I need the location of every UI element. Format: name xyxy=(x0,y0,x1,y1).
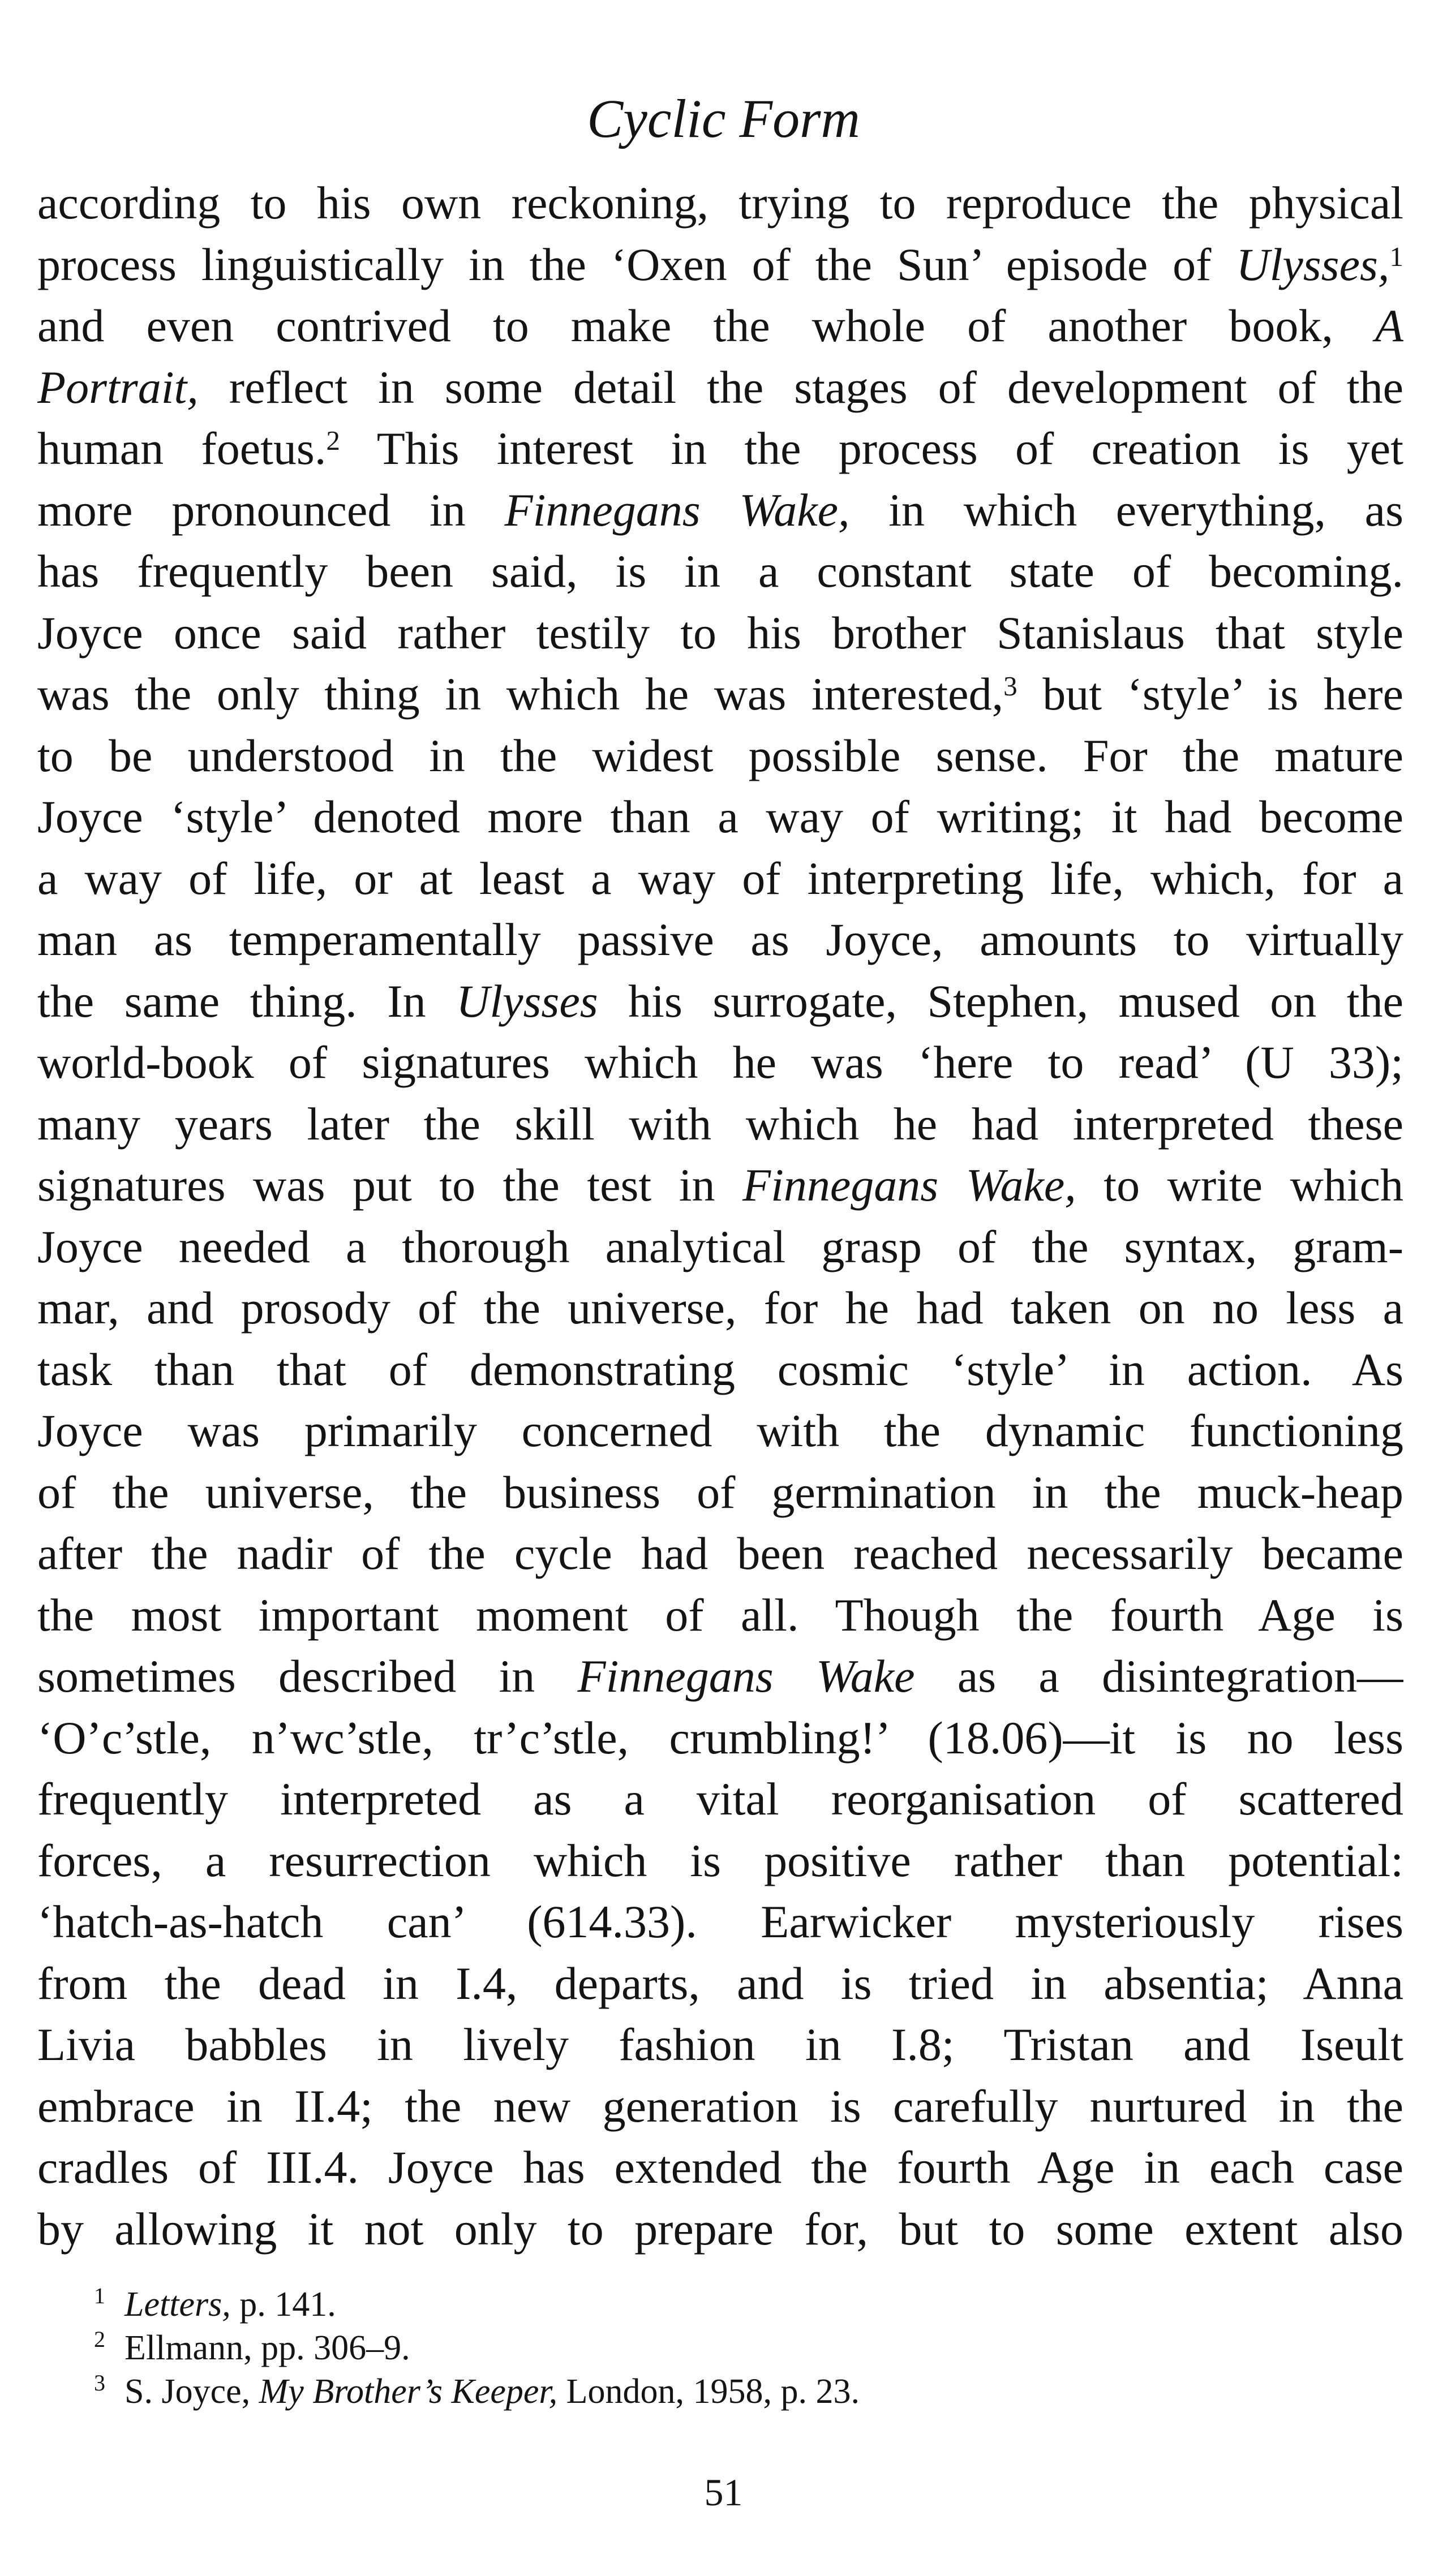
text-run: signatures was put to the test in xyxy=(37,1159,743,1211)
text-run: man as temperamentally passive as Joyce, amounts to virtually xyxy=(37,914,1403,965)
text-line xyxy=(37,295,1403,357)
text-line xyxy=(37,786,1403,848)
text-run: of the universe, the business of germination in the muck-heap xyxy=(37,1466,1403,1518)
text-run: to be understood in the widest possible sense. For the mature xyxy=(37,729,1403,781)
text-run: frequently interpreted as a vital reorganisation of scattered xyxy=(37,1773,1403,1825)
text-line xyxy=(37,1094,1403,1155)
italic-title: Finnegans Wake, xyxy=(504,484,850,536)
text-line xyxy=(37,1278,1403,1339)
text-run: Ellmann, pp. 306–9. xyxy=(124,2329,410,2367)
text-run: a way of life, or at least a way of interpreting life, which, for a xyxy=(37,852,1403,904)
text-line xyxy=(37,1891,1403,1953)
text-line xyxy=(37,2076,1403,2138)
text-line xyxy=(37,909,1403,971)
italic-title: Portrait, xyxy=(37,361,199,413)
text-line xyxy=(37,357,1403,419)
text-run: sometimes described in xyxy=(37,1650,578,1702)
text-run: mar, and prosody of the universe, for he had taken on no less a xyxy=(37,1282,1403,1334)
text-run: human foetus. xyxy=(37,423,327,474)
text-run: his surrogate, Stephen, mused on the xyxy=(598,975,1403,1027)
text-run: This interest in the process of creation is yet xyxy=(340,423,1403,474)
text-line xyxy=(37,1032,1403,1094)
footnote-mark: 1 xyxy=(94,2283,105,2308)
text-run: ‘hatch-as-hatch can’ (614.33). Earwicker mysteriously rises xyxy=(37,1896,1403,1947)
text-line xyxy=(37,1400,1403,1462)
text-run: task than that of demonstrating cosmic ‘style’ in action. As xyxy=(37,1343,1403,1395)
text-run: by allowing it not only to prepare for, but to some extent also xyxy=(37,2203,1403,2255)
text-run: after the nadir of the cycle had been reached necessarily became xyxy=(37,1528,1403,1579)
text-run: was the only thing in which he was interested, xyxy=(37,668,1004,720)
text-line xyxy=(37,480,1403,541)
text-line xyxy=(37,1216,1403,1278)
italic-title: My Brother’s Keeper, xyxy=(259,2372,558,2411)
footnote-ref: 2 xyxy=(326,425,340,457)
text-line xyxy=(37,725,1403,787)
text-line xyxy=(37,1462,1403,1524)
text-line xyxy=(37,1769,1403,1830)
footnote-mark: 2 xyxy=(94,2326,105,2352)
text-run: according to his own reckoning, trying to reproduce the physical xyxy=(37,177,1403,229)
text-line xyxy=(37,2199,1403,2260)
text-run: in which everything, as xyxy=(849,484,1403,536)
footnote-mark: 3 xyxy=(94,2370,105,2396)
italic-title: Finnegans Wake xyxy=(577,1650,915,1702)
text-run: many years later the skill with which he had interpreted these xyxy=(37,1098,1403,1150)
text-run: reflect in some detail the stages of development of the xyxy=(198,361,1403,413)
running-head: Cyclic Form xyxy=(587,88,860,149)
text-line xyxy=(37,848,1403,910)
italic-title: A xyxy=(1375,300,1403,351)
text-run: embrace in II.4; the new generation is carefully nurtured in the xyxy=(37,2080,1403,2132)
italic-title: Letters, xyxy=(124,2285,231,2324)
footnotes xyxy=(94,2285,1396,2415)
footnote-ref: 3 xyxy=(1003,670,1017,702)
footnote-ref: 1 xyxy=(1389,240,1403,272)
text-run: Livia babbles in lively fashion in I.8; Tristan and Iseult xyxy=(37,2019,1403,2070)
text-line xyxy=(37,664,1403,725)
text-line xyxy=(37,541,1403,603)
body-text xyxy=(37,173,1403,2260)
text-run: the same thing. In xyxy=(37,975,457,1027)
text-run: Joyce was primarily concerned with the dynamic functioning xyxy=(37,1405,1403,1456)
text-line xyxy=(37,1830,1403,1892)
italic-title: Finnegans Wake, xyxy=(742,1159,1076,1211)
text-run: London, 1958, p. 23. xyxy=(557,2372,860,2411)
footnote xyxy=(94,2285,1396,2328)
text-run: but ‘style’ is here xyxy=(1017,668,1403,720)
text-run: from the dead in I.4, departs, and is tried in absentia; Anna xyxy=(37,1957,1403,2009)
text-run: as a disintegration— xyxy=(914,1650,1403,1702)
text-run: world-book of signatures which he was ‘here to read’ (U 33); xyxy=(37,1037,1403,1088)
text-run: forces, a resurrection which is positive rather than potential: xyxy=(37,1834,1403,1886)
text-line xyxy=(37,1953,1403,2015)
text-run: Joyce ‘style’ denoted more than a way of writing; it had become xyxy=(37,791,1403,842)
text-run: Joyce needed a thorough analytical grasp of the syntax, gram- xyxy=(37,1220,1403,1272)
text-run: has frequently been said, is in a constant state of becoming. xyxy=(37,545,1403,597)
text-line xyxy=(37,1585,1403,1646)
text-run: cradles of III.4. Joyce has extended the fourth Age in each case xyxy=(37,2141,1403,2193)
italic-title: Ulysses, xyxy=(1236,238,1390,290)
text-run: more pronounced in xyxy=(37,484,505,536)
text-run: S. Joyce, xyxy=(124,2372,259,2411)
text-line xyxy=(37,1708,1403,1769)
text-line xyxy=(37,603,1403,664)
text-run: process linguistically in the ‘Oxen of the Sun’ episode of xyxy=(37,238,1236,290)
text-line xyxy=(37,418,1403,480)
text-line xyxy=(37,1155,1403,1216)
text-run: p. 141. xyxy=(230,2285,336,2324)
text-line xyxy=(37,1339,1403,1401)
text-line xyxy=(37,2137,1403,2199)
text-run: and even contrived to make the whole of another book, xyxy=(37,300,1375,351)
page-number: 51 xyxy=(704,2471,743,2514)
text-run: to write which xyxy=(1076,1159,1403,1211)
text-line xyxy=(37,173,1403,234)
text-run: Joyce once said rather testily to his brother Stanislaus that style xyxy=(37,607,1403,659)
text-line xyxy=(37,234,1403,296)
text-run: the most important moment of all. Though the fourth Age is xyxy=(37,1589,1403,1641)
text-line xyxy=(37,1646,1403,1708)
text-line xyxy=(37,1523,1403,1585)
footnote xyxy=(94,2372,1396,2415)
text-run: ‘O’c’stle, n’wc’stle, tr’c’stle, crumbling!’ (18.06)—it is no less xyxy=(37,1711,1403,1764)
footnote xyxy=(94,2328,1396,2372)
text-line xyxy=(37,2014,1403,2076)
italic-title: Ulysses xyxy=(456,975,598,1027)
text-line xyxy=(37,971,1403,1033)
